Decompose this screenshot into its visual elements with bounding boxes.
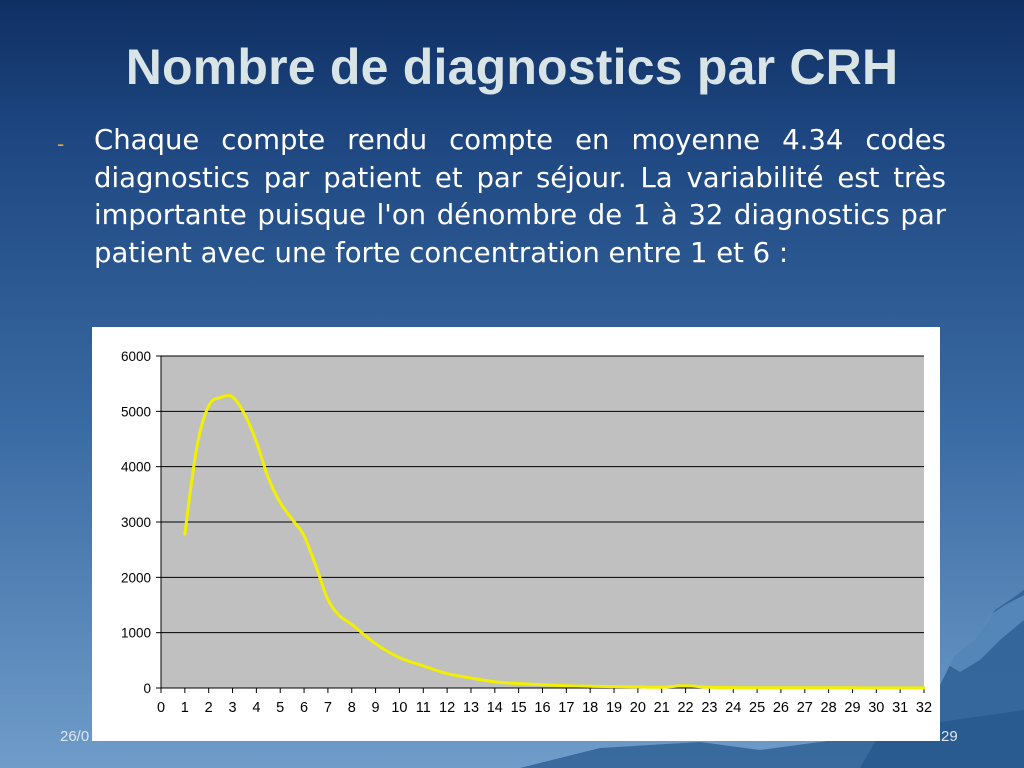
y-tick-label: 4000	[120, 459, 151, 475]
x-tick-label: 22	[677, 700, 694, 716]
x-tick-label: 21	[653, 700, 670, 716]
x-tick-label: 26	[772, 700, 790, 716]
chart-panel	[92, 327, 940, 741]
x-tick-label: 5	[276, 700, 285, 716]
x-tick-label: 16	[534, 700, 551, 716]
bullet-marker: -	[57, 132, 65, 156]
y-tick-label: 6000	[120, 349, 151, 364]
x-tick-label: 23	[701, 700, 718, 716]
y-tick-label: 1000	[120, 625, 151, 641]
slide-number: 29	[941, 728, 958, 745]
x-tick-label: 15	[510, 700, 527, 716]
x-tick-label: 32	[915, 700, 933, 716]
x-tick-label: 29	[844, 700, 861, 716]
x-tick-label: 20	[629, 700, 646, 716]
x-tick-label: 31	[892, 700, 909, 716]
x-tick-labels	[157, 688, 932, 716]
x-tick-label: 24	[725, 700, 742, 716]
y-tick-label: 0	[143, 681, 151, 696]
x-tick-label: 14	[486, 700, 503, 716]
x-tick-label: 28	[820, 700, 837, 716]
y-tick-label: 2000	[120, 570, 151, 586]
x-tick-label: 12	[439, 700, 456, 716]
y-tick-labels	[121, 349, 161, 696]
bullet-text: Chaque compte rendu compte en moyenne 4.34 codes diagnostics par patient et par séjour. La variabilité est très importante puisque l'on dénombre de 1 à 32 diagnostics par patient avec une forte concentration entre 1 et 6 :	[94, 124, 946, 269]
y-tick-label: 3000	[120, 515, 151, 530]
x-tick-label: 4	[252, 700, 261, 716]
x-tick-label: 19	[605, 700, 623, 716]
x-tick-label: 27	[796, 700, 813, 716]
x-tick-label: 7	[323, 700, 332, 716]
footer-date: 26/0	[60, 728, 90, 745]
x-tick-label: 13	[462, 700, 480, 716]
y-tick-label: 5000	[120, 404, 151, 420]
x-tick-label: 30	[868, 700, 885, 716]
x-tick-label: 17	[558, 700, 575, 716]
x-tick-label: 6	[300, 700, 309, 716]
slide-title: Nombre de diagnostics par CRH	[125, 39, 899, 95]
line-chart	[92, 327, 940, 741]
x-tick-label: 0	[156, 700, 166, 716]
x-tick-label: 8	[347, 700, 356, 716]
x-tick-label: 18	[582, 700, 599, 716]
x-tick-label: 11	[415, 700, 431, 716]
x-tick-label: 9	[371, 700, 380, 716]
x-tick-label: 10	[391, 700, 408, 716]
x-tick-label: 2	[204, 700, 213, 716]
x-tick-label: 3	[228, 700, 237, 716]
x-tick-label: 25	[749, 700, 766, 716]
x-tick-label: 1	[180, 700, 189, 716]
